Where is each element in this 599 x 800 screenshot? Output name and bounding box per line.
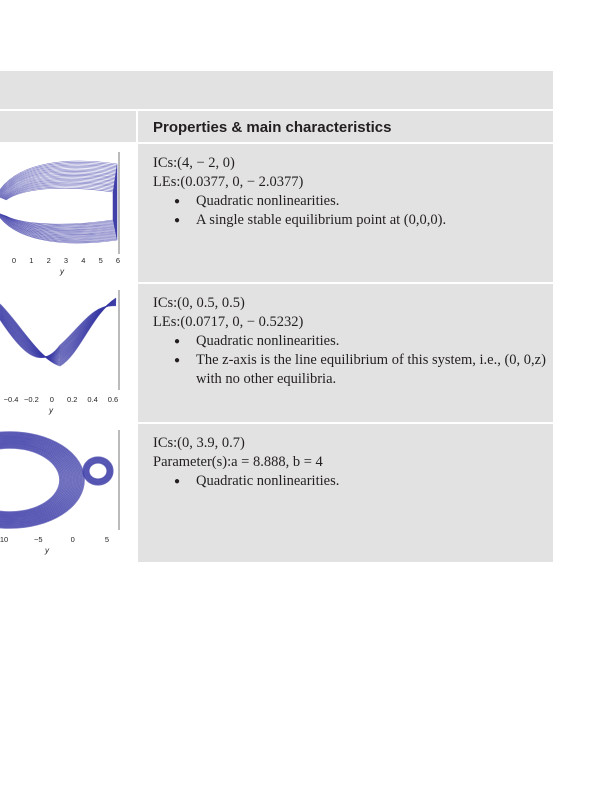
tick-label: 6 [115,256,121,265]
tick-label: 0.2 [66,395,78,404]
bullet-text: A single stable equilibrium point at (0,0,0). [196,212,447,228]
attractor-plot-1-svg [0,144,136,282]
systems-table [0,71,553,562]
properties-cell-2 [138,284,553,422]
properties-cell-1 [138,144,553,282]
tick-label: 4 [81,256,86,265]
plot-2-xticks [4,395,119,404]
trajectory-curve [89,463,107,479]
tick-label: 0 [11,256,17,265]
table-row [0,144,553,282]
tick-label: 5 [104,535,110,544]
bullet-dot-icon: ● [174,215,181,226]
table-title-band [0,71,553,109]
tick-label: −5 [34,535,43,544]
parameters-line: Parameter(s):a = 8.888, b = 4 [153,454,323,470]
ics-line: ICs:(0, 0.5, 0.5) [153,295,245,311]
tick-label: 2 [46,256,51,265]
trajectory-curve [5,184,114,226]
les-line: LEs:(0.0377, 0, − 2.0377) [153,174,304,190]
header-cell-figure [0,111,136,142]
plot-1-xticks [12,256,120,265]
bullet-text: Quadratic nonlinearities. [196,333,340,349]
properties-cell-3 [138,424,553,562]
plot-3-xlabel: y [45,546,49,555]
table-row [0,424,553,562]
plot-1-xlabel: y [60,267,64,276]
tick-label: −0.4 [3,395,19,404]
tick-label: 5 [98,256,103,265]
tick-label: 0.4 [87,395,98,404]
attractor-plot-3 [0,424,136,562]
bullet-text: Quadratic nonlinearities. [196,193,340,209]
bullet-dot-icon: ● [174,355,181,366]
tick-label: 1 [29,256,34,265]
trajectory-2 [0,298,116,366]
tick-label: 3 [63,256,69,265]
tick-label: 0.6 [107,395,119,404]
header-properties-label: Properties & main characteristics [153,119,392,136]
plot-2-xlabel: y [49,406,53,415]
bullet-dot-icon: ● [174,336,181,347]
table-row [0,284,553,422]
attractor-plot-1 [0,144,136,282]
attractor-plot-3-svg [0,424,136,562]
bullet-item [174,332,547,351]
ics-line: ICs:(4, − 2, 0) [153,155,235,171]
trajectory-curve [6,187,114,225]
header-cell-properties [138,111,553,142]
bullet-text: The z-axis is the line equilibrium of this system, i.e., (0, 0,z) with no other equilibria. [196,352,546,387]
plot-3-xticks [0,535,109,544]
trajectory-1 [0,161,117,243]
attractor-plot-2 [0,284,136,422]
tick-label: 0 [49,395,54,404]
bullet-dot-icon: ● [174,196,181,207]
attractor-plot-2-svg [0,284,136,422]
bullet-text: Quadratic nonlinearities. [196,473,340,489]
tick-label: 10 [0,535,9,544]
trajectory-curve [6,188,113,224]
tick-label: −0.2 [23,395,39,404]
table-header-row [0,111,553,142]
bullet-item [174,192,547,211]
bullet-item [174,351,547,389]
bullet-dot-icon: ● [174,476,181,487]
trajectory-curve [5,186,113,226]
trajectory-3 [0,432,113,528]
bullet-item [174,472,547,491]
tick-label: 0 [70,535,75,544]
les-line: LEs:(0.0717, 0, − 0.5232) [153,314,304,330]
bullet-item [174,211,547,230]
ics-line: ICs:(0, 3.9, 0.7) [153,435,245,451]
